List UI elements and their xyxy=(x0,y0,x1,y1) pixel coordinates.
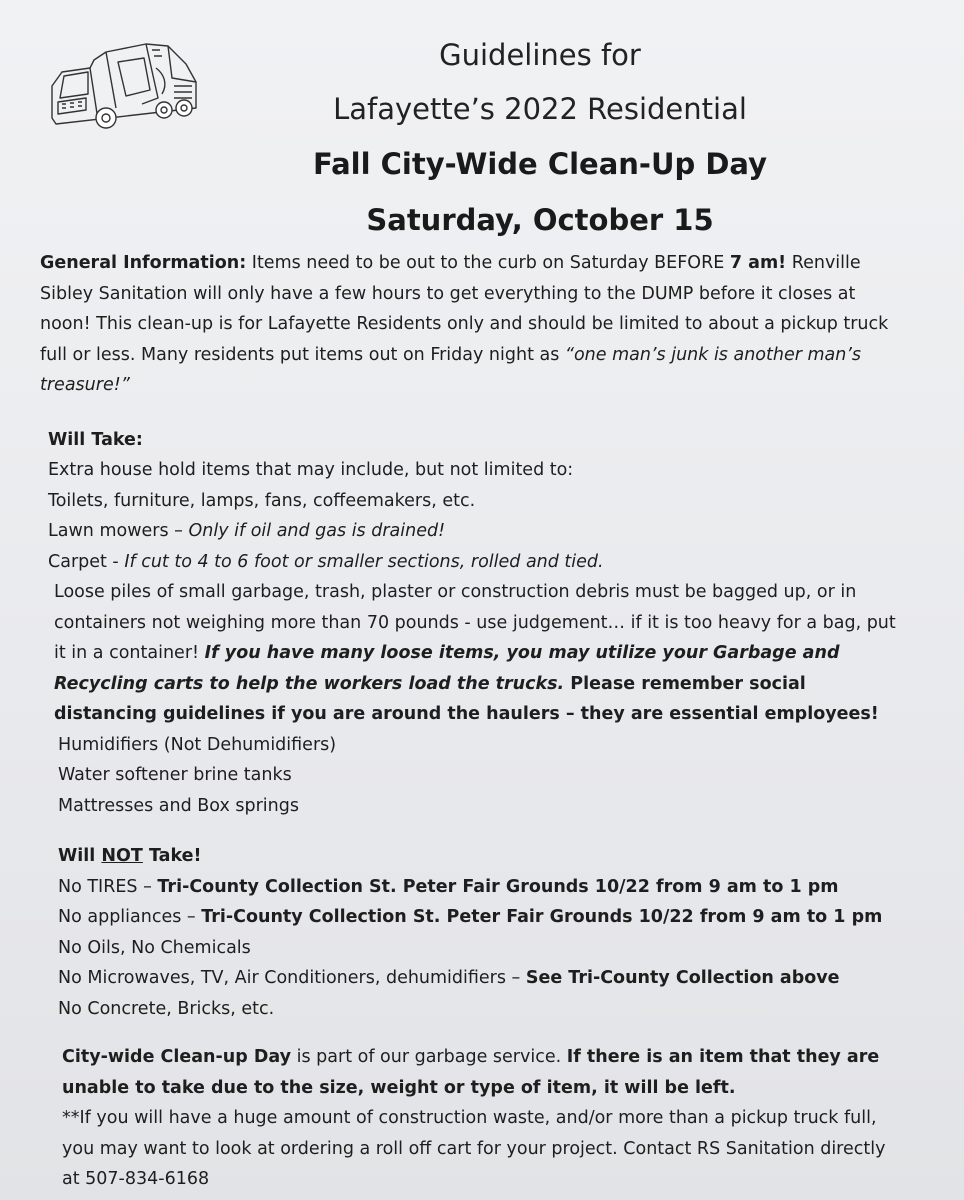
garbage-truck-icon xyxy=(46,38,202,132)
will-take-item-loose-piles: Loose piles of small garbage, trash, plaster or construction debris must be bagged up, or in containers not weighing more than 70 pounds - use judgement… if it is too heavy for a bag, put it in a container! If you have many loose items, you may utilize your Garbage and Recycling carts to help the workers load the trucks. Please remember social distancing guidelines if you are around the haulers – they are essential employees! xyxy=(54,582,896,724)
event-date: Saturday, October 15 xyxy=(366,203,714,237)
general-information-label: General Information: xyxy=(40,253,247,273)
will-not-take-heading: Will NOT Take! xyxy=(58,846,202,866)
will-not-item-concrete: No Concrete, Bricks, etc. xyxy=(58,998,275,1019)
will-take-item-water-softener: Water softener brine tanks xyxy=(58,765,292,785)
will-take-section xyxy=(40,425,900,822)
will-take-intro: Extra house hold items that may include, but not limited to: xyxy=(48,460,574,480)
general-quote: “one man’s junk is another man’s treasure!” xyxy=(40,344,862,395)
general-information xyxy=(40,248,900,401)
will-take-item-lawn-mowers: Lawn mowers – Only if oil and gas is drained! xyxy=(48,521,446,541)
flyer-body xyxy=(40,248,900,1195)
contact-note: **If you will have a huge amount of construction waste, and/or more than a pickup truck full, you may want to look at ordering a roll off cart for your project. Contact RS Sanitation directly at 507-834-6168 xyxy=(62,1108,886,1189)
will-take-item-mattresses: Mattresses and Box springs xyxy=(58,795,299,816)
will-take-item-humidifiers: Humidifiers (Not Dehumidifiers) xyxy=(58,734,337,755)
title-line-2: Lafayette’s 2022 Residential xyxy=(333,92,747,126)
title-line-1: Guidelines for xyxy=(439,38,641,72)
will-take-item-toilets: Toilets, furniture, lamps, fans, coffeemakers, etc. xyxy=(48,490,476,511)
will-take-item-carpet: Carpet - If cut to 4 to 6 foot or smaller sections, rolled and tied. xyxy=(48,551,604,572)
general-text-2: Renville Sibley Sanitation will only have a few hours to get everything to the DUMP before it closes at noon! This clean-up is for Lafayette Residents only and should be limited to about a pickup truck full or less. Many residents put items out on Friday night as xyxy=(40,253,889,365)
will-take-heading: Will Take: xyxy=(48,429,143,450)
will-not-item-tires: No TIRES – Tri-County Collection St. Peter Fair Grounds 10/22 from 9 am to 1 pm xyxy=(58,876,839,897)
closing-paragraph: City-wide Clean-up Day is part of our garbage service. If there is an item that they are unable to take due to the size, weight or type of item, it will be left. xyxy=(62,1047,880,1098)
deadline-time: 7 am! xyxy=(729,253,787,273)
title-line-3: Fall City-Wide Clean-Up Day xyxy=(312,147,768,181)
will-not-item-microwaves: No Microwaves, TV, Air Conditioners, dehumidifiers – See Tri-County Collection above xyxy=(58,968,840,988)
will-not-item-oils: No Oils, No Chemicals xyxy=(58,937,251,958)
will-not-item-appliances: No appliances – Tri-County Collection St. Peter Fair Grounds 10/22 from 9 am to 1 pm xyxy=(58,907,883,927)
closing-section xyxy=(40,1042,900,1195)
will-not-take-section xyxy=(40,841,900,1024)
general-text-1: Items need to be out to the curb on Saturday BEFORE xyxy=(246,253,730,273)
flyer-title xyxy=(200,28,880,248)
